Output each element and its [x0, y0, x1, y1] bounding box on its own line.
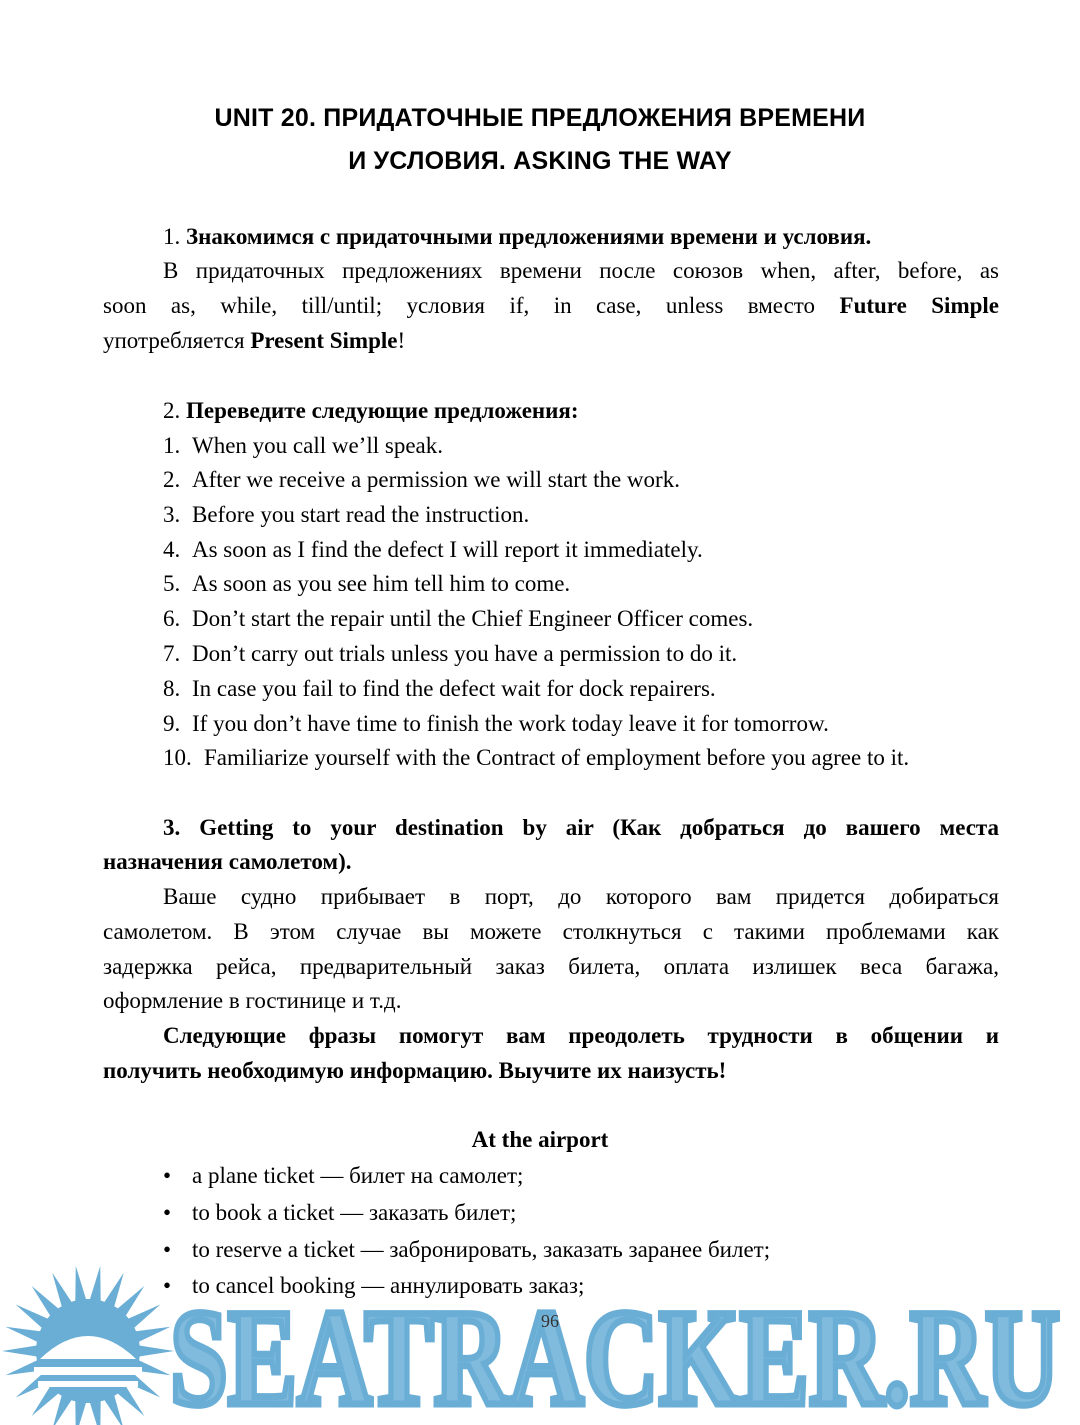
section-1-heading [163, 222, 999, 252]
list-item [163, 674, 999, 704]
item-text: If you don’t have time to finish the work today leave it for tomorrow. [192, 711, 829, 736]
section-1-paragraph-line-3 [103, 326, 999, 356]
page-number: 96 [541, 1311, 559, 1331]
section-3-title: Getting to your destination by air (Как добраться до вашего места [199, 815, 999, 840]
section-1-paragraph-line-2 [103, 291, 999, 321]
dash: — [320, 1163, 344, 1188]
item-text: In case you fail to find the defect wait for dock repairers. [192, 676, 716, 701]
bullet-icon: • [163, 1200, 172, 1225]
paragraph-text: soon as, while, till/until; условия if, in case, unless вместо [103, 293, 816, 318]
list-item [163, 535, 999, 565]
item-number: 9. [163, 711, 181, 736]
item-text: After we receive a permission we will start the work. [192, 467, 680, 492]
item-text: As soon as you see him tell him to come. [192, 571, 571, 596]
vocab-item [163, 1198, 516, 1228]
exclamation: ! [397, 328, 406, 353]
item-number: 2. [163, 467, 181, 492]
sun-ray [89, 1399, 100, 1425]
item-number: 10. [163, 745, 192, 770]
vocab-item [163, 1235, 770, 1265]
list-item [163, 639, 999, 669]
vocab-ru: аннулировать заказ; [390, 1273, 585, 1298]
section-3-paragraph-line-1: Ваше судно прибывает в порт, до которого вам придется добираться [163, 884, 999, 909]
vocab-en: to reserve a ticket [192, 1237, 355, 1262]
item-text: Don’t start the repair until the Chief Engineer Officer comes. [192, 606, 754, 631]
section-1-number: 1. [163, 224, 181, 249]
vocab-en: to book a ticket [192, 1200, 335, 1225]
list-item [163, 465, 999, 495]
item-number: 3. [163, 502, 181, 527]
item-number: 5. [163, 571, 181, 596]
dash: — [360, 1237, 384, 1262]
bullet-icon: • [163, 1237, 172, 1262]
item-number: 7. [163, 641, 181, 666]
item-number: 1. [163, 433, 181, 458]
vocab-en: a plane ticket [192, 1163, 315, 1188]
vocab-en: to cancel booking [192, 1273, 356, 1298]
svg-text:SEATRACKER.RU: SEATRACKER.RU [170, 1296, 1060, 1416]
svg-text:SEATRACKER.RU: SEATRACKER.RU [170, 1296, 1060, 1416]
item-number: 4. [163, 537, 181, 562]
dash: — [340, 1200, 364, 1225]
list-item [163, 604, 999, 634]
sun-ray [89, 1266, 100, 1303]
sun-ray [2, 1345, 38, 1356]
section-3-paragraph-line-4: оформление в гостинице и т.д. [103, 988, 402, 1013]
section-2-number: 2. [163, 398, 181, 423]
section-3-heading-line-1 [163, 813, 999, 843]
section-1-title: Знакомимся с придаточными предложениями времени и условия. [186, 224, 872, 249]
section-1-paragraph-line-1: В придаточных предложениях времени после союзов when, after, before, as [163, 258, 999, 283]
item-number: 6. [163, 606, 181, 631]
item-text: When you call we’ll speak. [192, 433, 443, 458]
item-text: Familiarize yourself with the Contract of employment before you agree to it. [204, 745, 910, 770]
section-3-paragraph-line-3: задержка рейса, предварительный заказ билета, оплата излишек веса багажа, [103, 954, 999, 979]
bullet-icon: • [163, 1163, 172, 1188]
item-number: 8. [163, 676, 181, 701]
section-3-bold-line-2: получить необходимую информацию. Выучите их наизусть! [103, 1058, 727, 1083]
vocab-ru: билет на самолет; [349, 1163, 524, 1188]
vocab-ru: заказать билет; [368, 1200, 517, 1225]
item-text: Don’t carry out trials unless you have a permission to do it. [192, 641, 738, 666]
dash: — [361, 1273, 385, 1298]
section-3-heading-line-2: назначения самолетом). [103, 849, 352, 874]
vocab-item [163, 1161, 523, 1191]
watermark-sun-icon [0, 1263, 175, 1425]
paragraph-text: употребляется [103, 328, 245, 353]
section-3-paragraph-line-2: самолетом. В этом случае вы можете столкнуться с такими проблемами как [103, 919, 999, 944]
section-3-bold-line-1: Следующие фразы помогут вам преодолеть трудности в общении и [163, 1023, 999, 1048]
sun-ray [75, 1266, 86, 1303]
unit-title-line-1: UNIT 20. ПРИДАТОЧНЫЕ ПРЕДЛОЖЕНИЯ ВРЕМЕНИ [214, 104, 866, 132]
list-item [163, 431, 999, 461]
term-present-simple: Present Simple [250, 328, 398, 353]
list-item [163, 500, 999, 530]
list-item [163, 743, 999, 773]
section-2-heading [163, 396, 999, 426]
sun-ray [138, 1345, 174, 1356]
term-future-simple: Future Simple [839, 293, 999, 318]
sun-ray [75, 1399, 86, 1425]
section-2-title: Переведите следующие предложения: [186, 398, 579, 423]
unit-title-line-2: И УСЛОВИЯ. ASKING THE WAY [348, 147, 732, 175]
item-text: As soon as I find the defect I will report it immediately. [192, 537, 703, 562]
airport-heading: At the airport [471, 1127, 609, 1152]
section-3-number: 3. [163, 815, 181, 840]
list-item [163, 569, 999, 599]
item-text: Before you start read the instruction. [192, 502, 530, 527]
vocab-ru: забронировать, заказать заранее билет; [389, 1237, 771, 1262]
list-item [163, 709, 999, 739]
bullet-icon: • [163, 1273, 172, 1298]
